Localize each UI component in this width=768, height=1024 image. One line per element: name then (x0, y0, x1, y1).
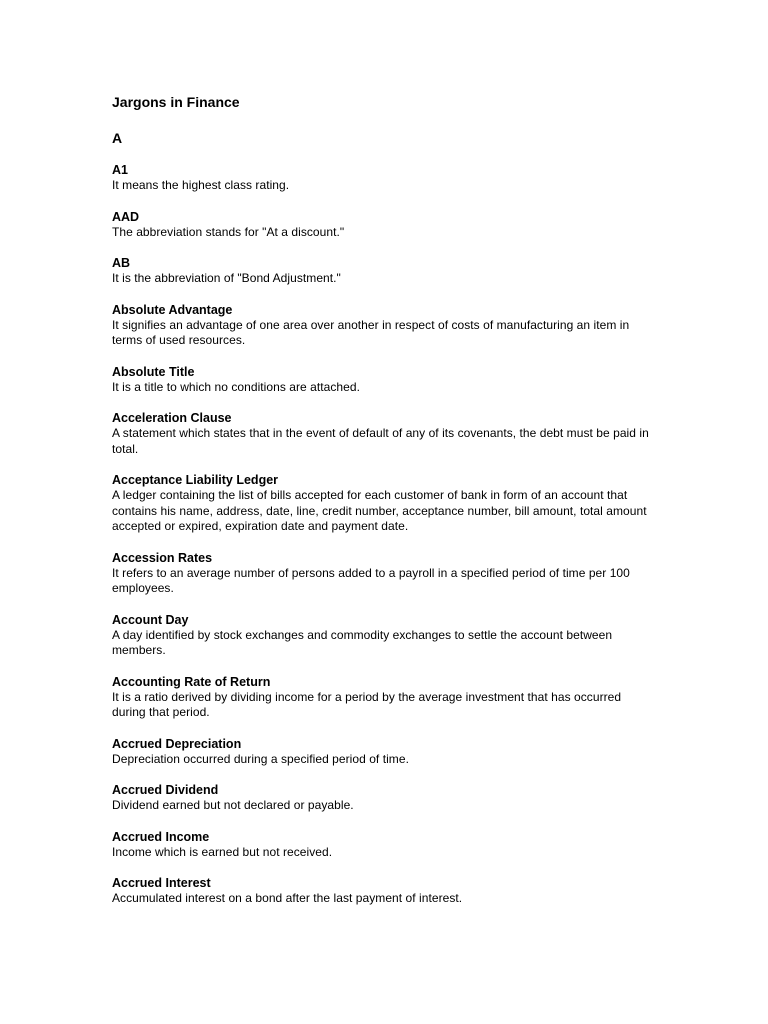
glossary-entry (112, 256, 657, 287)
glossary-definition: A statement which states that in the event of default of any of its covenants, the debt must be paid in total. (112, 426, 649, 456)
glossary-definition: Depreciation occurred during a specified period of time. (112, 751, 409, 766)
glossary-term: Accrued Depreciation (112, 736, 242, 751)
glossary-term: Account Day (112, 612, 189, 627)
glossary-term: Accounting Rate of Return (112, 674, 271, 689)
glossary-entry (112, 830, 657, 861)
glossary-entry (112, 163, 657, 194)
glossary-definition: Dividend earned but not declared or payable. (112, 798, 354, 812)
glossary-term: Accrued Interest (112, 876, 211, 890)
glossary-list (112, 163, 657, 907)
glossary-definition: Accumulated interest on a bond after the last payment of interest. (112, 891, 463, 905)
glossary-term: Absolute Advantage (112, 302, 233, 317)
glossary-term: Acceleration Clause (112, 411, 232, 425)
glossary-definition: It means the highest class rating. (112, 178, 290, 192)
glossary-term: Accrued Dividend (112, 783, 219, 797)
glossary-entry (112, 303, 657, 349)
glossary-term: Absolute Title (112, 364, 195, 379)
glossary-entry (112, 210, 657, 241)
glossary-definition: It signifies an advantage of one area over another in respect of costs of manufacturing an item in terms of used resources. (112, 317, 630, 347)
glossary-entry (112, 473, 657, 535)
glossary-definition: It is a title to which no conditions are attached. (112, 379, 360, 394)
glossary-definition: It refers to an average number of persons added to a payroll in a specified period of time per 100 employees. (112, 565, 630, 595)
glossary-definition: A ledger containing the list of bills accepted for each customer of bank in form of an account that contains his name, address, date, line, credit number, acceptance number, bill amount, total amount accepted or expired, expiration date and payment date. (112, 488, 647, 533)
glossary-term: AAD (112, 209, 140, 224)
glossary-term: Accrued Income (112, 829, 210, 844)
glossary-term: Accession Rates (112, 550, 213, 565)
glossary-term: A1 (112, 163, 128, 177)
glossary-entry (112, 876, 657, 907)
glossary-term: AB (112, 256, 131, 270)
glossary-entry (112, 675, 657, 721)
glossary-entry (112, 613, 657, 659)
glossary-definition: Income which is earned but not received. (112, 844, 333, 859)
glossary-entry (112, 411, 657, 457)
section-heading: A (112, 130, 123, 146)
glossary-entry (112, 551, 657, 597)
glossary-definition: It is a ratio derived by dividing income for a period by the average investment that has occurred during that period. (112, 689, 622, 719)
glossary-entry (112, 365, 657, 396)
glossary-definition: The abbreviation stands for "At a discount." (112, 224, 345, 239)
page-title: Jargons in Finance (112, 94, 240, 110)
glossary-entry (112, 737, 657, 768)
document-content (112, 93, 657, 923)
glossary-definition: It is the abbreviation of "Bond Adjustment." (112, 271, 341, 285)
glossary-entry (112, 783, 657, 814)
glossary-term: Acceptance Liability Ledger (112, 473, 279, 487)
glossary-definition: A day identified by stock exchanges and commodity exchanges to settle the account between members. (112, 627, 613, 657)
